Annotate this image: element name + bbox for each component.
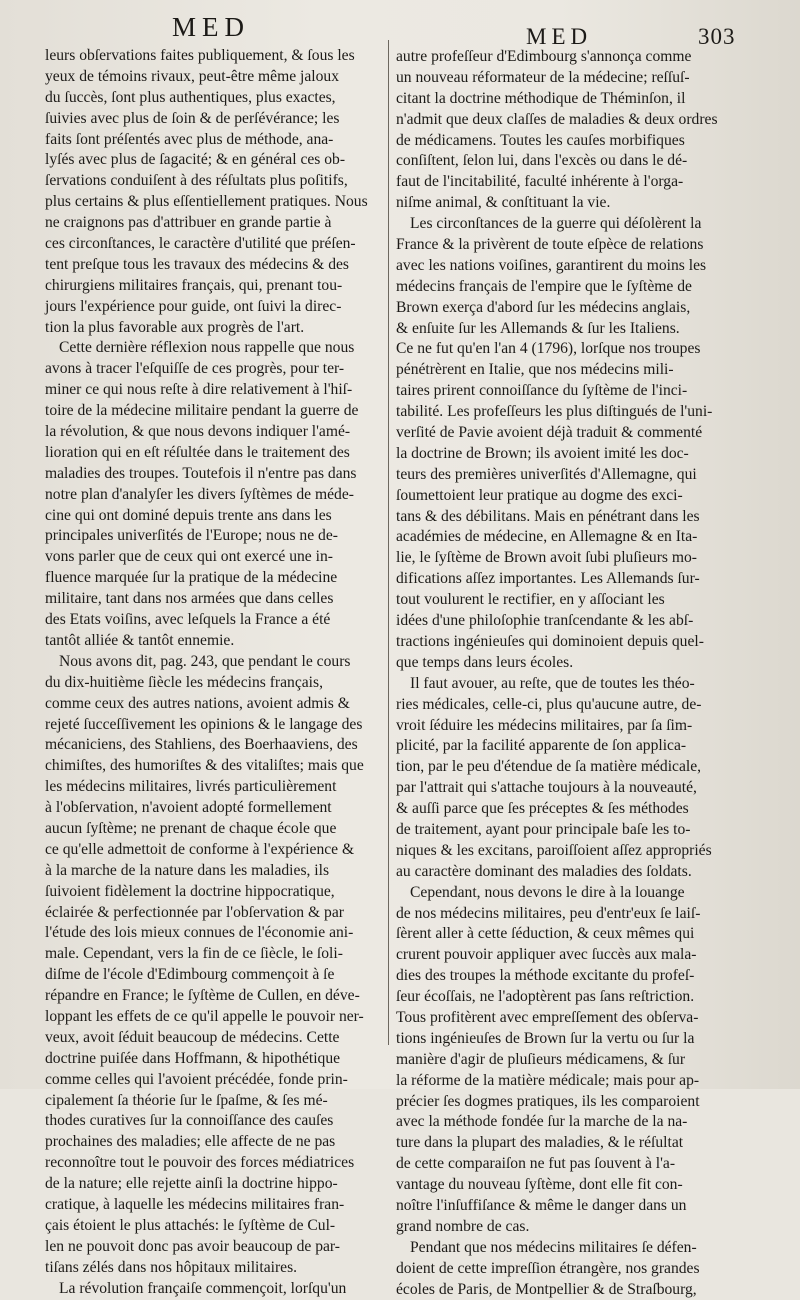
text-line: tiſans zélés dans nos hôpitaux militaires. [45,1258,298,1276]
text-line: militaire, tant dans nos armées que dans celles [45,590,334,608]
text-line: ſuivoient fidèlement la doctrine hippocratique, [45,882,335,900]
text-line: dies des troupes la méthode excitante du profeſ- [396,967,695,985]
text-line: conſiſtent, ſelon lui, dans l'excès ou dans le dé- [396,152,688,170]
text-line: chirurgiens militaires français, qui, prenant tou- [45,276,343,294]
page-number: 303 [698,24,736,49]
text-line: teurs des premières univerſités d'Allemagne, qui [396,465,697,483]
text-line: du dix-huitième ſiècle les médecins français, [45,673,323,691]
text-line: la révolution, & que nous devons indiquer l'amé- [45,423,351,441]
text-line: de nos médecins militaires, peu d'entr'eux ſe laiſ- [396,904,701,922]
text-line: ture dans la plupart des maladies, & le réſultat [396,1134,684,1152]
text-line: manière d'agir de pluſieurs médicamens, & ſur [396,1050,686,1068]
text-line: cine qui ont dominé depuis trente ans dans les [45,506,332,524]
text-line: faits ſont préſentés avec plus de méthode, ana- [45,130,334,148]
text-line: len ne pouvoit donc pas avoir beaucoup de par- [45,1237,341,1255]
text-line: rejeté ſucceſſivement les opinions & le langage des [45,715,363,733]
text-line: diſme de l'école d'Edimbourg commençoit à ſe [45,966,335,984]
text-line: lyſés avec plus de ſagacité; & en général ces ob- [45,151,346,169]
text-line: ries médicales, celle-ci, plus qu'aucune autre, de- [396,695,702,713]
text-line: vroit ſéduire les médecins militaires, par ſa ſim- [396,716,693,734]
text-line: doctrine puiſée dans Hoffmann, & hipothétique [45,1049,341,1067]
text-line: la doctrine de Brown; ils avoient imité les doc- [396,444,689,462]
text-line: n'admit que deux claſſes de maladies & deux ordres [396,110,718,128]
text-line: vantage du nouveau ſyſtème, dont elle fit con- [396,1176,683,1194]
text-line: l'étude des lois mieux connues de l'économie ani- [45,924,354,942]
text-line: notre plan d'analyſer les divers ſyſtèmes de méde- [45,485,354,503]
text-line: La révolution françaiſe commençoit, lorſqu'un [59,1279,347,1297]
text-line: & enſuite ſur les Allemands & ſur les Italiens. [396,319,680,337]
text-line: du ſuccès, ſont plus authentiques, plus exactes, [45,88,336,106]
text-line: académies de médecine, en Allemagne & en Ita- [396,528,698,546]
text-line: prochaines des maladies; elle affecte de ne pas [45,1133,336,1151]
text-line: tions ingénieuſes de Brown ſur la vertu ou ſur la [396,1029,695,1047]
text-line: grand nombre de cas. [396,1217,530,1235]
text-line: tent preſque tous les travaux des médecins & des [45,255,349,273]
text-line: doient de cette impreſſion étrangère, nos grandes [396,1259,700,1277]
text-line: Ce ne fut qu'en l'an 4 (1796), lorſque nos troupes [396,340,701,358]
text-line: niques & les excitans, paroiſſoient aſſez appropriés [396,841,712,859]
text-line: aucun ſyſtème; ne prenant de chaque école que [45,819,337,837]
text-line: à la marche de la nature dans les maladies, ils [45,861,330,879]
text-line: yeux de témoins rivaux, peut-être même jaloux [45,67,340,85]
text-line: ces circonſtances, le caractère d'utilité que préſen- [45,235,356,253]
text-line: ce qu'elle admettoit de conforme à l'expérience & [45,840,355,858]
running-header [0,10,800,50]
text-line: tout voulurent le rectifier, en y aſſociant les [396,591,665,609]
text-line: veux, avoit ſéduit beaucoup de médecins. Cette [45,1028,340,1046]
text-line: au caractère dominant des maladies des ſoldats. [396,862,692,880]
text-line: niſme animal, & conſtituant la vie. [396,194,611,212]
text-line: principales univerſités de l'Europe; nous ne de- [45,527,338,545]
text-line: de traitement, ayant pour principale baſe les to- [396,820,691,838]
text-line: comme ceux des autres nations, avoient admis & [45,694,350,712]
text-line: avec la méthode fondée ſur la marche de la na- [396,1113,688,1131]
text-line: male. Cependant, vers la fin de ce ſiècle, le ſoli- [45,945,343,963]
text-line: tantôt alliée & tantôt ennemie. [45,631,235,649]
text-line: maladies des troupes. Toutefois il n'entre pas dans [45,464,357,482]
text-line: autre profeſſeur d'Edimbourg s'annonça comme [396,48,692,65]
text-line: toire de la médecine militaire pendant la guerre de [45,402,359,420]
text-line: Les circonſtances de la guerre qui déſolèrent la [410,215,702,233]
text-line: ne craignons pas d'attribuer en grande partie à [45,214,332,232]
text-line: les médecins militaires, livrés particulièrement [45,778,337,796]
left-text-column [45,46,383,1299]
column-divider [388,40,389,1045]
text-line: tion, par le peu d'étendue de ſa matière médicale, [396,758,702,776]
text-line: vons parler que de ceux qui ont exercé une in- [45,548,333,566]
text-line: cratique, à laquelle les médecins militaires fran- [45,1195,345,1213]
text-line: ſoumettoient leur pratique au dogme des exci- [396,486,683,504]
text-line: crurent pouvoir appliquer avec ſuccès aux mala- [396,946,697,964]
text-line: ſervations conduiſent à des réſultats plus poſitifs, [45,172,348,190]
text-line: un nouveau réformateur de la médecine; reſſuſ- [396,68,690,86]
text-line: de médicamens. Toutes les cauſes morbifiques [396,131,685,149]
text-line: Il faut avouer, au reſte, que de toutes les théo- [410,674,695,692]
text-line: plicité, par la facilité apparente de ſon applica- [396,737,687,755]
text-line: de la nature; elle rejette ainſi la doctrine hippo- [45,1175,338,1193]
text-line: médecins français de l'empire que le ſyſtème de [396,277,692,295]
text-line: répandre en France; le ſyſtème de Cullen, en déve- [45,987,360,1005]
text-line: leurs obſervations faites publiquement, & ſous les [45,47,355,64]
right-text-column [396,47,742,1300]
text-line: avons à tracer l'eſquiſſe de ces progrès, pour ter- [45,360,345,378]
text-line: chimiſtes, des humoriſtes & des vitaliſtes; mais que [45,757,364,775]
text-line: miner ce qui nous reſte à dire relativement à l'hiſ- [45,381,353,399]
text-line: France & la privèrent de toute eſpèce de relations [396,236,704,254]
text-line: thodes curatives ſur la connoiſſance des cauſes [45,1112,334,1130]
text-line: Nous avons dit, pag. 243, que pendant le cours [59,652,351,670]
text-line: & auſſi parce que ſes préceptes & ſes méthodes [396,800,689,818]
text-line: Cependant, nous devons le dire à la louange [410,883,685,901]
text-line: par l'attrait qui s'attache toujours à la nouveauté, [396,779,697,797]
text-line: tabilité. Les profeſſeurs les plus diſtingués de l'uni- [396,403,713,421]
text-line: des Etats voiſins, avec leſquels la France a été [45,611,331,629]
text-line: précier ſes dogmes pratiques, ils les comparoient [396,1092,700,1110]
header-right-title: MED [526,24,593,49]
text-line: écoles de Paris, de Montpellier & de Straſbourg, [396,1280,697,1298]
text-line: cipalement ſa théorie ſur le ſpaſme, & ſes mé- [45,1091,328,1109]
text-line: Brown exerça d'abord ſur les médecins anglais, [396,298,691,316]
text-line: lie, le ſyſtème de Brown avoit ſubi pluſieurs mo- [396,549,697,567]
text-line: idées d'une philoſophie tranſcendante & les abſ- [396,612,694,630]
text-line: ſuivies avec plus de ſoin & de perſévérance; les [45,109,340,127]
text-line: de cette comparaiſon ne fut pas ſouvent à l'a- [396,1155,676,1173]
text-line: tractions ingénieuſes qui dominoient depuis quel- [396,632,704,650]
text-line: jours l'expérience pour guide, ont ſuivi la direc- [45,297,342,315]
text-line: difications aſſez importantes. Les Allemands ſur- [396,570,700,588]
text-line: taires prirent connoiſſance du ſyſtème de l'inci- [396,382,688,400]
text-line: fluence marquée ſur la pratique de la médecine [45,569,338,587]
text-line: que temps dans leurs écoles. [396,653,574,671]
text-line: à l'obſervation, n'avoient adopté formellement [45,799,332,817]
text-line: éclairée & perfectionnée par l'obſervation & par [45,903,344,921]
text-line: lioration qui en eſt réſultée dans le traitement des [45,443,350,461]
text-line: ſeur écoſſais, ne l'adoptèrent pas ſans reſtriction. [396,988,695,1006]
text-line: citant la doctrine méthodique de Théminſon, il [396,89,686,107]
text-line: plus certains & plus eſſentiellement pratiques. Nous [45,193,368,211]
text-line: mécaniciens, des Stahliens, des Boerhaaviens, des [45,736,358,754]
text-line: la réforme de la matière médicale; mais pour ap- [396,1071,700,1089]
text-line: Pendant que nos médecins militaires ſe défen- [410,1238,697,1256]
text-line: Cette dernière réflexion nous rappelle que nous [59,339,355,357]
text-line: noître l'inſuffiſance & même le danger dans un [396,1196,687,1214]
text-line: faut de l'incitabilité, faculté inhérente à l'orga- [396,173,684,191]
text-line: tans & des débilitans. Mais en pénétrant dans les [396,507,700,525]
text-line: pénétrèrent en Italie, que nos médecins mili- [396,361,674,379]
text-line: çais étoient le plus attachés: le ſyſtème de Cul- [45,1216,336,1234]
text-line: comme celles qui l'avoient précédée, fonde prin- [45,1070,348,1088]
text-line: avec les nations voiſines, garantirent du moins les [396,256,707,274]
text-line: verſité de Pavie avoient déjà traduit & commenté [396,424,703,442]
text-line: loppant les effets de ce qu'il appelle le pouvoir ner- [45,1007,364,1025]
text-line: tion la plus favorable aux progrès de l'art. [45,318,305,336]
text-line: Tous profitèrent avec empreſſement des obſerva- [396,1008,699,1026]
header-left-title: MED [172,12,250,42]
text-line: reconnoître tout le pouvoir des forces médiatrices [45,1154,355,1172]
text-line: ſèrent aller à cette ſéduction, & ceux mêmes qui [396,925,695,943]
